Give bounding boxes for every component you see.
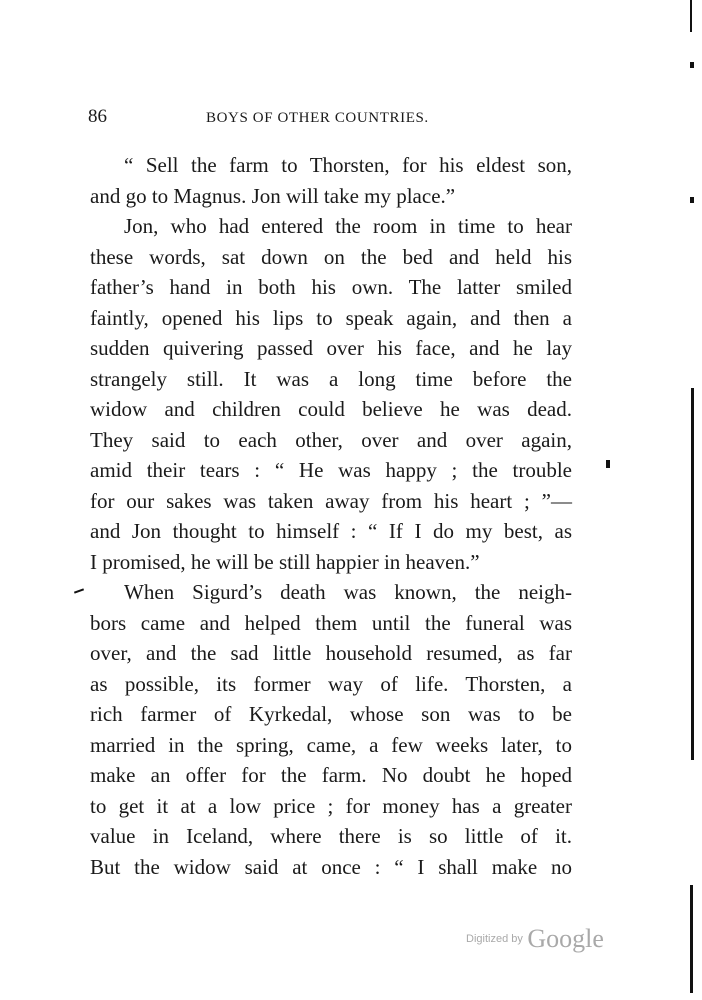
text-line: make an offer for the farm. No doubt he hoped (90, 763, 572, 787)
scan-artifact-line (690, 0, 692, 32)
text-line: bors came and helped them until the funeral was (90, 610, 572, 635)
scan-artifact-dot (690, 197, 694, 203)
scan-artifact-dot (606, 460, 610, 468)
text-line: strangely still. It was a long time before the (90, 366, 572, 391)
text-line: I promised, he will be still happier in heaven.” (90, 549, 480, 574)
text-line: Jon, who had entered the room in time to hear (124, 214, 572, 238)
text-line: married in the spring, came, a few weeks later, to (90, 732, 572, 757)
text-line: these words, sat down on the bed and held his (90, 244, 572, 269)
scan-artifact-dash (74, 588, 84, 593)
running-head: BOYS OF OTHER COUNTRIES. (206, 110, 429, 126)
page-number: 86 (88, 106, 107, 127)
watermark-prefix: Digitized by (466, 933, 523, 945)
scan-artifact-line (690, 885, 693, 993)
text-line: rich farmer of Kyrkedal, whose son was to be (90, 702, 572, 726)
text-line: as possible, its former way of life. Thorsten, a (90, 671, 572, 696)
text-line: They said to each other, over and over again, (90, 427, 572, 452)
text-line: and Jon thought to himself : “ If I do my best, as (90, 519, 572, 543)
body-text (90, 150, 572, 882)
text-line: But the widow said at once : “ I shall make no (90, 854, 572, 879)
text-line: “ Sell the farm to Thorsten, for his eldest son, (124, 153, 572, 177)
digitized-watermark (466, 924, 604, 954)
text-line: father’s hand in both his own. The latter smiled (90, 275, 572, 299)
text-line: for our sakes was taken away from his heart ; ”— (90, 488, 572, 513)
text-line: value in Iceland, where there is so little of it. (90, 824, 572, 848)
text-line: sudden quivering passed over his face, and he lay (90, 336, 572, 360)
text-line: over, and the sad little household resumed, as far (90, 641, 572, 665)
scan-artifact-line (691, 388, 694, 760)
text-line: amid their tears : “ He was happy ; the trouble (90, 458, 572, 482)
watermark-brand: Google (527, 924, 604, 953)
page-header (88, 106, 478, 134)
text-line: faintly, opened his lips to speak again, and then a (90, 305, 572, 330)
text-line: widow and children could believe he was dead. (90, 397, 572, 421)
text-line: to get it at a low price ; for money has a greater (90, 793, 572, 818)
text-line: When Sigurd’s death was known, the neigh- (124, 580, 572, 604)
scan-artifact-dot (690, 62, 694, 68)
text-line: and go to Magnus. Jon will take my place.” (90, 183, 456, 208)
